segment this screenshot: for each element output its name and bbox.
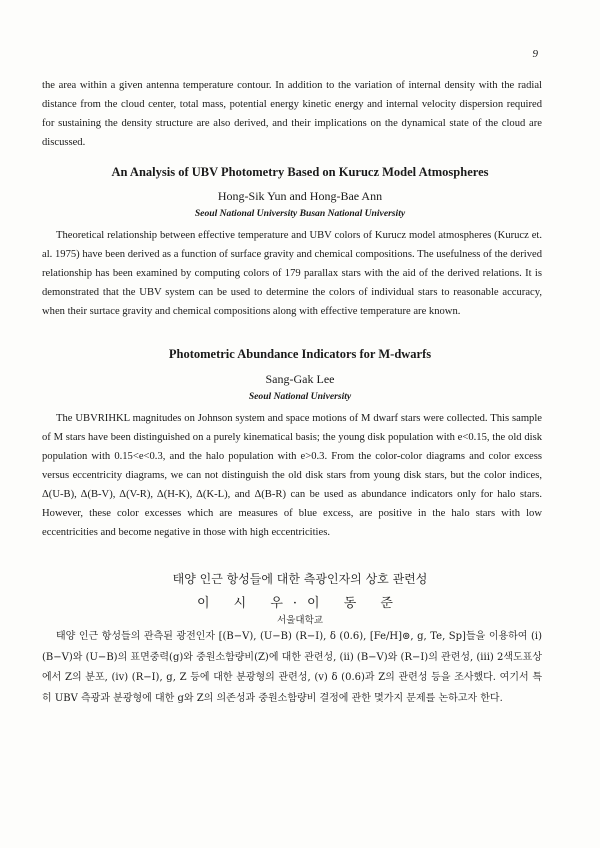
abstract-2-title: Photometric Abundance Indicators for M-dwarfs — [168, 347, 432, 361]
intro-paragraph: the area within a given antenna temperature contour. In addition to the variation of internal density with the radial distance from the cloud center, total mass, potential energy kinetic energy and internal velocity dispersion required for sustaining the density structure are also derived, and their implications on the dynamical state of the cloud are discussed. — [42, 80, 542, 148]
abstract-3-affiliation: 서울대학교 — [277, 615, 323, 626]
abstract-3-body: 태양 인근 항성들의 관측된 광전인자 [(B−V), (U−B) (R−I), δ (0.6), [Fe/H]⊚, g, Te, Sp]들을 이용하여 (i) (B−V)와 (U−B)의 표면중력(g)와 중원소함량비(Z)에 대한 관련성, (ii) (B−V)와 (R−I)의 관련성, (iii) 2색도표상에서 Z의 분포, (iv) (R−I), g, Z 등에 대한 분광형의 관련성, (v) δ (0.6)과 Z의 관련성 등을 조사했다. 여기서 특히 UBV 측광과 분광형에 대한 g와 Z의 의존성과 중원소함량비 결정에 관한 몇가지 문제를 논하고자 한다. — [42, 631, 542, 704]
page-number: 9 — [532, 48, 538, 60]
abstract-1-body: Theoretical relationship between effective temperature and UBV colors of Kurucz model atmospheres (Kurucz et. al. 1975) have been derived as a function of surface gravity and chemical compositions. The usefulness of the derived relationship has been examined by computing colors of 179 parallax stars with the aid of the derived relations. It is demonstrated that the UBV system can be used to determine the colors of individual stars to reasonable accuracy, when their surtace gravity and chemical compositions along with effective temperature are known. — [42, 230, 542, 317]
abstract-2-body: The UBVRIHKL magnitudes on Johnson system and space motions of M dwarf stars were collected. This sample of M stars have been distinguished on a purely kinematical basis; the young disk population with e<0.15, the old disk population with 0.15<e<0.3, and the halo population with e>0.3. From the color-color diagrams and color excess versus eccentricity diagrams, we can not distinguish the old disk stars from young disk stars, but the color indices, Δ(U-B), Δ(B-V), Δ(V-R), Δ(H-K), Δ(K-L), and Δ(B-R) can be used as abundance indicators only for halo stars. However, these color excesses which are measures of blue excess, are positive in the halo stars with low eccentricities and become negative in those with high eccentricities. — [42, 413, 542, 538]
abstract-2-affiliation: Seoul National University — [248, 391, 352, 402]
abstract-1-authors: Hong-Sik Yun and Hong-Bae Ann — [217, 189, 383, 203]
abstract-1-title: An Analysis of UBV Photometry Based on Kurucz Model Atmospheres — [111, 165, 489, 179]
abstract-3-title: 태양 인근 항성들에 대한 측광인자의 상호 관련성 — [172, 572, 428, 586]
abstract-2-authors: Sang-Gak Lee — [265, 372, 335, 386]
abstract-3-authors: 이 시 우·이 동 준 — [196, 596, 403, 611]
abstract-1-affiliation: Seoul National University Busan National University — [194, 208, 406, 219]
